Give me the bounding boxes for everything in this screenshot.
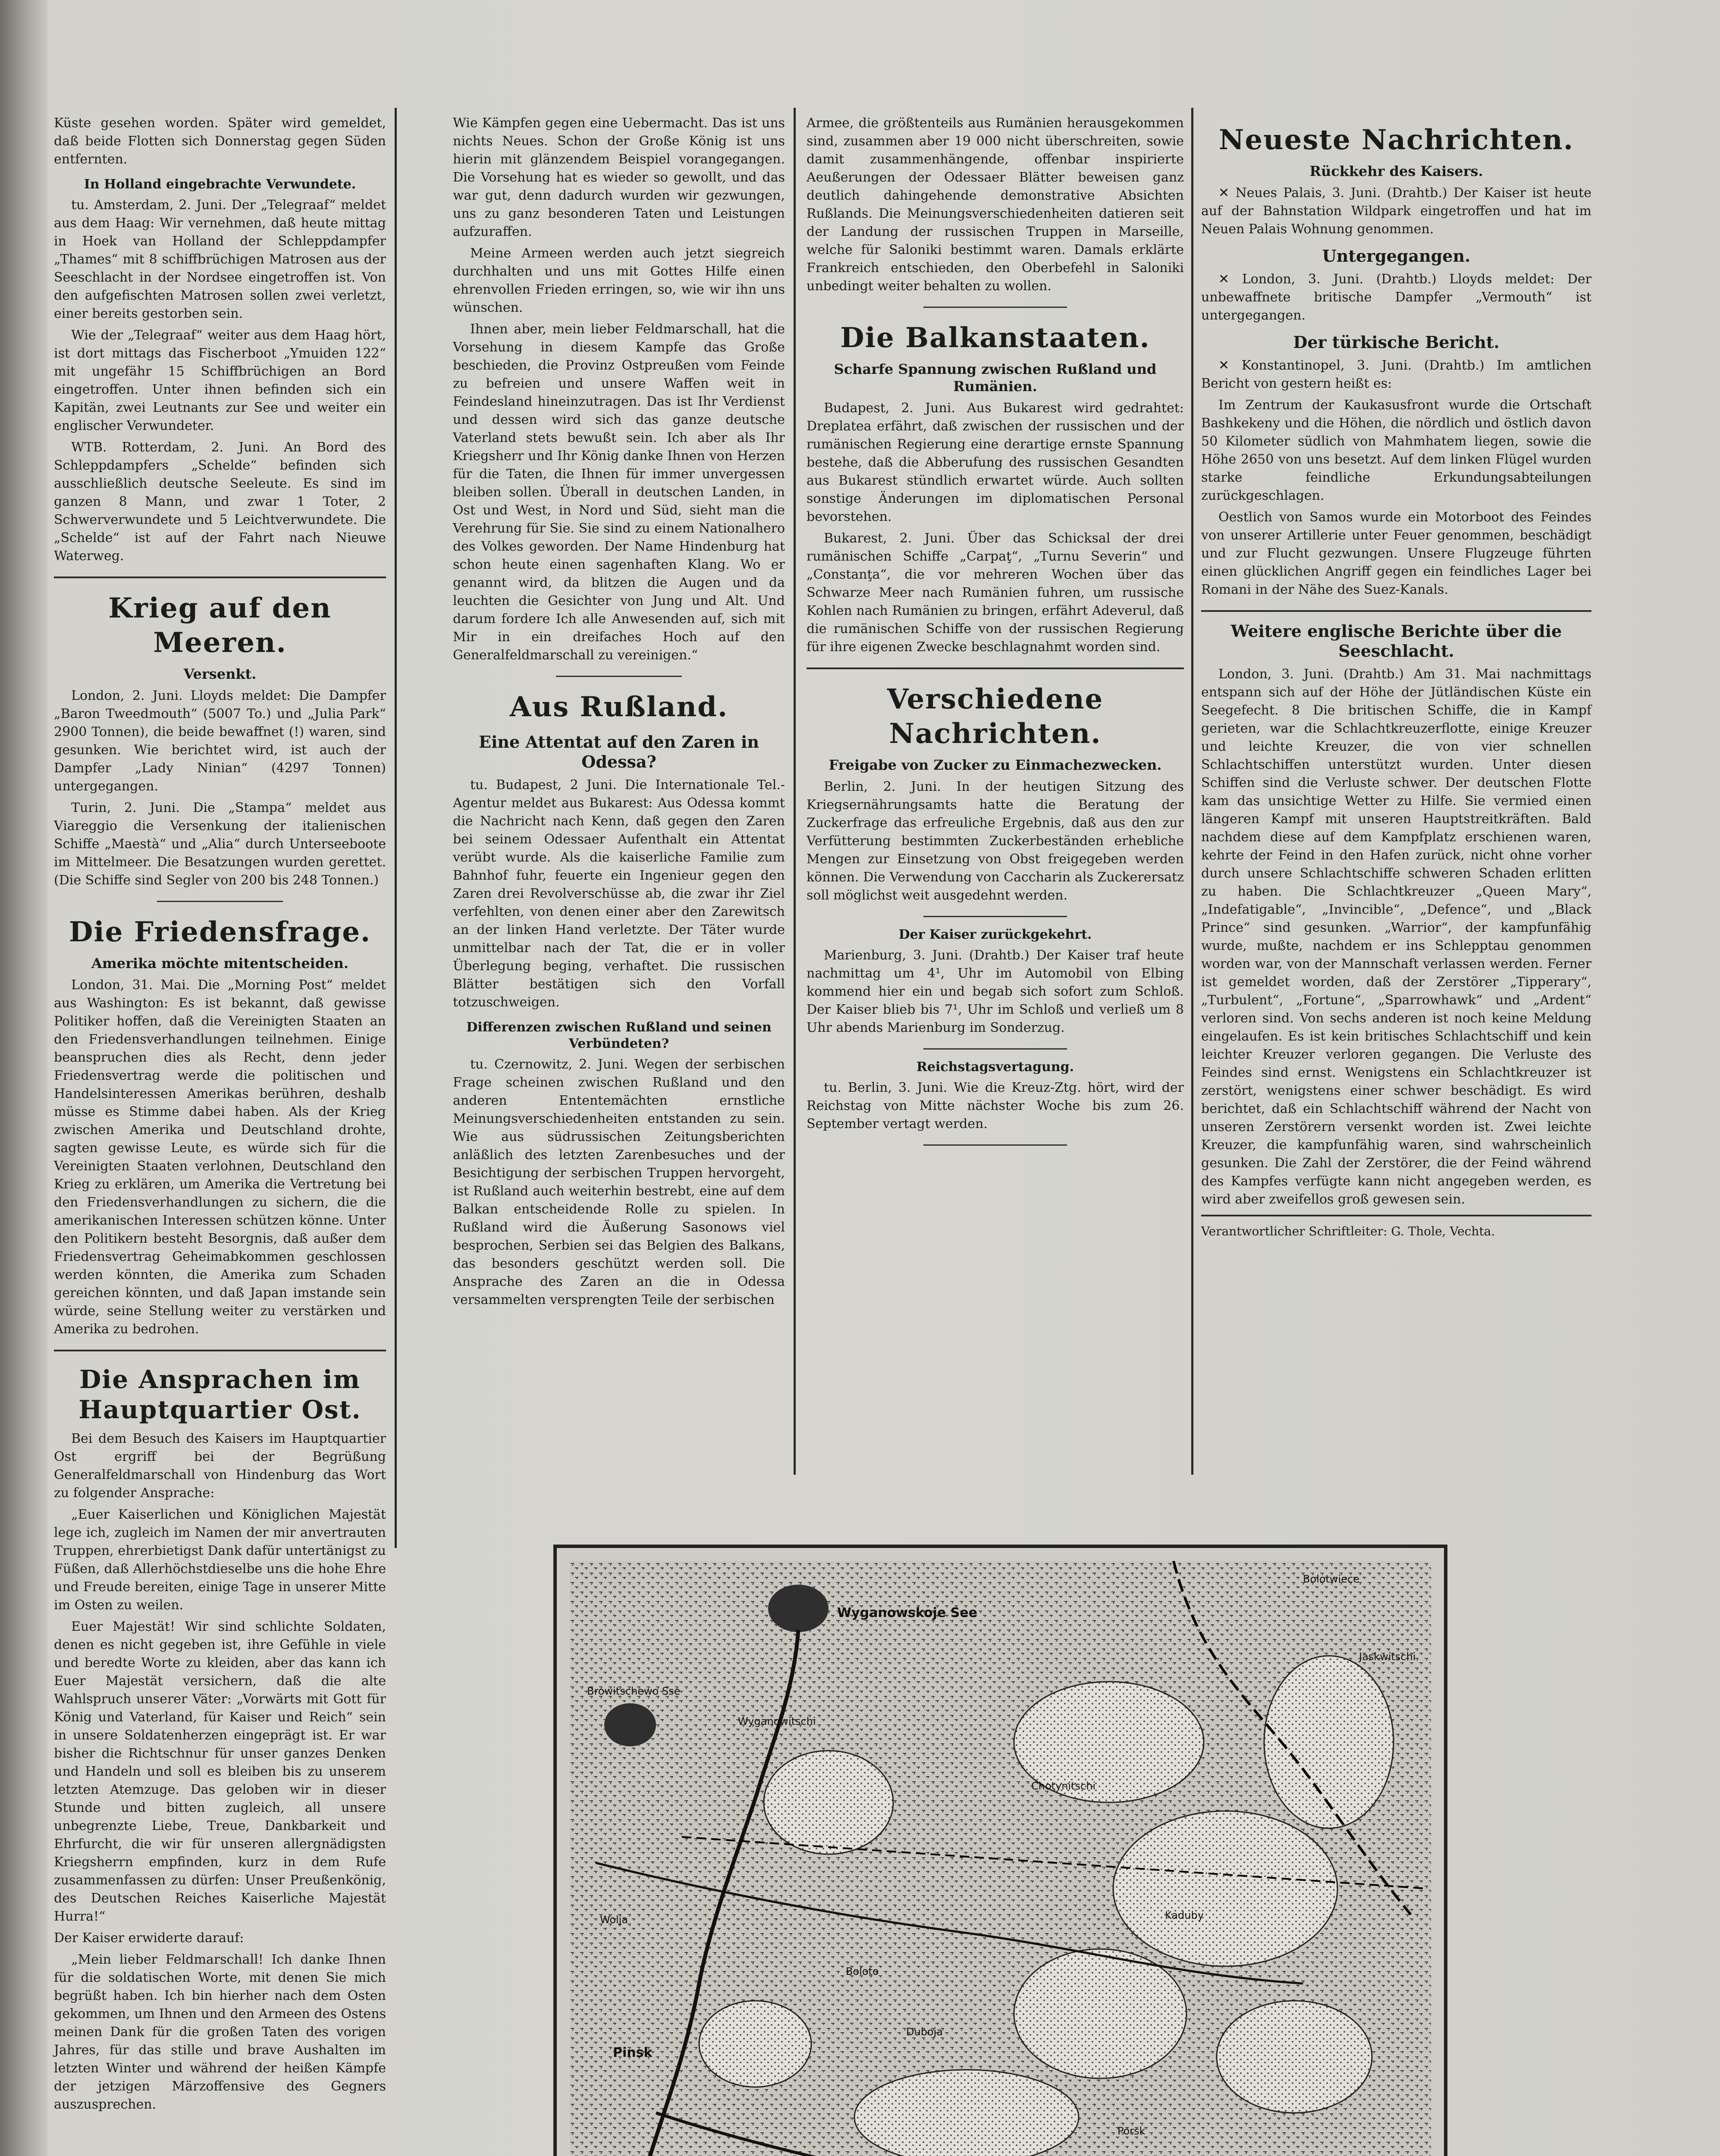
article-paragraph: Oestlich von Samos wurde ein Motorboot des Feindes von unserer Artillerie unter Feuer genommen, beschädigt und zur Flucht gezwungen. Unsere Flugzeuge führten einen glücklichen Angriff gegen ein feindliches Lager bei Romani in der Nähe des Suez-Kanals. <box>1201 510 1591 597</box>
article-paragraph: Ihnen aber, mein lieber Feldmarschall, hat die Vorsehung in diesem Kampfe das Große beschieden, die Provinz Ostpreußen vom Feinde zu befreien und unsere Waffen weit in Feindesland hineinzutragen. Das ist Ihr Verdienst und dessen wird sich das ganze deutsche Vaterland stets bewußt sein. Ich aber als Ihr Kriegsherr und Ihr König danke Ihnen von Herzen für die Taten, die Ihnen für immer unvergessen bleiben sollen. Überall in deutschen Landen, in Ost und West, in Nord und Süd, sieht man die Verehrung für Sie. Sie sind zu einem Nationalhero des Volkes geworden. Der Name Hindenburg hat schon heute einen sagenhaften Klang. Wo er genannt wird, da blitzen die Augen und da leuchten die Gesichter von Jung und Alt. Und darum fordere Ich alle Anwesenden auf, sich mit Mir in ein dreifaches Hoch auf den Generalfeldmarschall zu vereinigen.“ <box>453 322 785 663</box>
separator <box>923 1048 1067 1050</box>
article-paragraph: tu. Czernowitz, 2. Juni. Wegen der serbischen Frage scheinen zwischen Rußland und den anderen Ententemächten ernstliche Meinungsverschiedenheiten entstanden zu sein. Wie aus südrussischen Zeitungsberichten anläßlich des letzten Zarenbesuches und der Besichtigung der serbischen Truppen hervorgeht, ist Rußland auch weiterhin bestrebt, eine auf dem Balkan entscheidende Rolle zu spielen. In Rußland wird die Äußerung Sasonows viel besprochen, Serbien sei das Belgien des Balkans, das besonders geschützt werden soll. Die Ansprache des Zaren an die in Odessa versammelten versprengten Teile der serbischen <box>453 1057 785 1307</box>
article-paragraph: London, 3. Juni. (Drahtb.) Am 31. Mai nachmittags entspann sich auf der Höhe der Jütländischen Küste ein Seegefecht. 8 Die britischen Schiffe, die in Kampf gerieten, war die Schlachtkreuzerflotte, einige Kreuzer und leichte Kreuzer, die von vier schnellen Schlachtschiffen unterstützt wurden. Unter diesen Schiffen sind die Verluste schwer. Der deutschen Flotte kam das unsichtige Wetter zu Hilfe. Sie vermied einen längeren Kampf mit unseren Hauptstreitkräften. Bald nachdem diese auf dem Kampfplatz erschienen waren, kehrte der Feind in den Hafen zurück, nicht ohne vorher durch unsere Schlachtschiffe schweren Schaden erlitten zu haben. Die Schlachtkreuzer „Queen Mary“, „Indefatigable“, „Invincible“, „Defence“, und „Black Prince“ sind gesunken. „Warrior“, der kampfunfähig wurde, mußte, nachdem er ins Schlepptau genommen worden war, von der Mannschaft verlassen werden. Ferner ist gemeldet worden, daß der Zerstörer „Tipperary“, „Turbulent“, „Fortune“, „Sparrowhawk“ und „Ardent“ verloren sind. Von sechs anderen ist noch keine Meldung eingelaufen. Es ist kein britisches Schlachtschiff und kein leichter Kreuzer verloren gegangen. Die Verluste des Feindes sind ernst. Wenigstens ein Schlachtkreuzer ist zerstört, wenigstens einer schwer beschädigt. Es wird berichtet, daß ein Schlachtschiff während der Nacht von unseren Zerstörern versenkt worden ist. Zwei leichte Kreuzer, die kampfunfähig waren, sind wahrscheinlich gesunken. Die Zahl der Zerstörer, die der Feind während des Kampfes verfügte kann nicht angegeben werden, es wird aber zweifellos groß gewesen sein. <box>1201 667 1591 1207</box>
article-title: Die Friedensfrage. <box>69 916 371 948</box>
forest-area <box>764 1751 893 1854</box>
map-label: Wyganowskoje See <box>837 1605 978 1620</box>
page-binding-shadow <box>0 0 47 2156</box>
article-paragraph: Wie der „Telegraaf“ weiter aus dem Haag hört, ist dort mittags das Fischerboot „Ymuiden 122“ mit ungefähr 15 Schiffbrüchigen an Bord eingetroffen. Unter ihnen befinden sich ein Kapitän, zwei Leutnants zur See und weiter ein englischer Verwundeter. <box>54 328 386 433</box>
article-subtitle: Eine Attentat auf den Zaren in Odessa? <box>478 732 760 771</box>
forest-area <box>854 2070 1079 2156</box>
article-paragraph: tu. Amsterdam, 2. Juni. Der „Telegraaf“ meldet aus dem Haag: Wir vernehmen, daß heute mittag in Hoek van Holland der Schleppdampfer „Thames“ mit 8 schiffbrüchigen Matrosen aus der Seeschlacht in der Nordsee eingetroffen ist. Von den aufgefischten Matrosen sollen zwei verletzt, einer bereits gestorben sein. <box>54 197 386 321</box>
section-heading: Der türkische Bericht. <box>1293 332 1500 352</box>
article-title: Neueste Nachrichten. <box>1218 124 1574 156</box>
column-2 <box>453 114 785 1313</box>
lake <box>768 1585 829 1632</box>
article-subtitle: Amerika möchte mitentscheiden. <box>91 955 348 971</box>
map-label: Pinsk <box>613 2045 653 2060</box>
article-title: Verschiedene Nachrichten. <box>887 683 1104 750</box>
section-heading: Differenzen zwischen Rußland und seinen Verbündeten? <box>466 1020 772 1051</box>
article-subtitle: Scharfe Spannung zwischen Rußland und Rumänien. <box>834 361 1157 395</box>
separator <box>923 1144 1067 1146</box>
article-paragraph: Im Zentrum der Kaukasusfront wurde die Ortschaft Bashkekeny und die Höhen, die nördlich und östlich davon 50 Kilometer südlich von Mahmhatem liegen, sowie die Höhe 2650 von uns besetzt. Auf dem linken Flügel wurden starke feindliche Erkundungsabteilungen zurückgeschlagen. <box>1201 398 1591 503</box>
column-rule <box>395 108 397 1548</box>
article-paragraph: Armee, die größtenteils aus Rumänien herausgekommen sind, zusammen aber 19 000 nicht überschreiten, sowie damit zusammenhängende, offenbar inspirierte Aeußerungen der Odessaer Blätter beweisen ganz deutlich dahingehende demonstrative Absichten Rußlands. Die Meinungsverschiedenheiten datieren seit der Landung der russischen Truppen in Marseille, welche für Saloniki bestimmt waren. Damals erklärte Frankreich entschieden, den Oberbefehl in Saloniki unbedingt weiter behalten zu wollen. <box>807 116 1184 294</box>
section-rule <box>54 1350 386 1351</box>
map-figure <box>553 1545 1447 2156</box>
article-paragraph: „Euer Kaiserlichen und Königlichen Majestät lege ich, zugleich im Namen der mir anvertrauten Truppen, ehrerbietigst Dank dafür untertänigst zu Füßen, daß Allerhöchstdieselbe uns die hohe Ehre und Freude bereiten, einige Tage in unserer Mitte im Osten zu weilen. <box>54 1507 386 1613</box>
forest-area <box>699 2001 811 2087</box>
section-heading: Rückkehr des Kaisers. <box>1309 163 1483 179</box>
section-heading: Untergegangen. <box>1322 246 1471 266</box>
lake <box>604 1703 656 1746</box>
article-subtitle: Versenkt. <box>183 666 257 682</box>
map-label: Wyganowitschi <box>738 1715 816 1727</box>
section-rule <box>54 577 386 578</box>
article-paragraph: tu. Budapest, 2 Juni. Die Internationale Tel.-Agentur meldet aus Bukarest: Aus Odessa kommt die Nachricht nach Kenn, daß gegen den Zaren bei seinem Odessaer Aufenthalt ein Attentat verübt wurde. Als die kaiserliche Familie zum Bahnhof fuhr, feuerte ein Ingenieur gegen den Zaren drei Revolverschüsse ab, die zwar ihr Ziel verfehlten, von denen einer aber den Zarewitsch an der linken Hand verletzte. Der Täter wurde unmittelbar nach der Tat, die er in voller Überlegung beging, verhaftet. Die russischen Blätter bestätigen sich den Vorfall totzuschweigen. <box>453 777 785 1010</box>
section-heading: In Holland eingebrachte Verwundete. <box>84 177 356 192</box>
map-label: Duboja <box>906 2026 943 2038</box>
article-paragraph: London, 2. Juni. Lloyds meldet: Die Dampfer „Baron Tweedmouth“ (5007 To.) und „Julia Park“ 2900 Tonnen), die beide bewaffnet (!) waren, sind gesunken. Wie berichtet wird, ist auch der Dampfer „Lady Ninian“ (4297 Tonnen) untergegangen. <box>54 688 386 794</box>
map-label: Chotynitschi <box>1031 1780 1096 1792</box>
column-rule <box>794 108 796 1475</box>
article-paragraph: Bukarest, 2. Juni. Über das Schicksal der drei rumänischen Schiffe „Carpaţ“, „Turnu Severin“ und „Constanţa“, die vor mehreren Wochen über das Schwarze Meer nach Rumänien fuhren, um russische Kohlen nach Rumänien zu bringen, erfährt Adeverul, daß die rumänischen Schiffe von der russischen Regierung für ihre eigenen Zwecke beschlagnahmt worden sind. <box>807 531 1184 655</box>
article-paragraph: ✕ Konstantinopel, 3. Juni. (Drahtb.) Im amtlichen Bericht von gestern heißt es: <box>1201 358 1591 391</box>
section-rule <box>1201 610 1591 612</box>
article-paragraph: Bei dem Besuch des Kaisers im Hauptquartier Ost ergriff bei der Begrüßung Generalfeldmarschall von Hindenburg das Wort zu folgender Ansprache: <box>54 1431 386 1501</box>
article-paragraph: London, 31. Mai. Die „Morning Post“ meldet aus Washington: Es ist bekannt, daß gewisse Politiker hoffen, daß die Vereinigten Staaten an den Friedensverhandlungen teilnehmen. Einige beanspruchen dies als Recht, denn jeder Friedensvertrag werde die politischen und Handelsinteressen Amerikas berühren, deshalb müsse es Stimme dabei haben. Als der Krieg zwischen Amerika und Deutschland drohte, sagten gewisse Leute, es würde sich für die Vereinigten Staaten verlohnen, Deutschland den Krieg zu erklären, um Amerika die Vertretung bei den Friedensverhandlungen zu sichern, die die amerikanischen Interessen schützen könne. Unter den Politikern besteht Besorgnis, daß außer dem Friedensvertrag Geheimabkommen geschlossen werden könnten, die Amerika zum Schaden gereichen könnten, und daß Japan imstande sein würde, seine Stellung weiter zu verstärken und Amerika zu bedrohen. <box>54 978 386 1337</box>
article-paragraph: Marienburg, 3. Juni. (Drahtb.) Der Kaiser traf heute nachmittag um 4¹, Uhr im Automobil von Elbing kommend hier ein und begab sich sofort zum Schloß. Der Kaiser blieb bis 7¹, Uhr im Schloß und verließ um 8 Uhr abends Marienburg im Sonderzug. <box>807 948 1184 1035</box>
article-title: Die Balkanstaaten. <box>840 322 1150 354</box>
separator <box>923 916 1067 917</box>
separator <box>923 307 1067 308</box>
article-subtitle: Freigabe von Zucker zu Einmachezwecken. <box>829 757 1162 773</box>
section-rule <box>807 667 1184 669</box>
article-paragraph: Turin, 2. Juni. Die „Stampa“ meldet aus Viareggio die Versenkung der italienischen Schiffe „Maestà“ und „Alia“ durch Unterseeboote im Mittelmeer. Die Besatzungen wurden gerettet. (Die Schiffe sind Segler von 200 bis 248 Tonnen.) <box>54 800 386 888</box>
column-3 <box>807 114 1184 1155</box>
section-rule <box>1201 1215 1591 1216</box>
article-paragraph: Berlin, 2. Juni. In der heutigen Sitzung des Kriegsernährungsamts hatte die Beratung der Zuckerfrage das erfreuliche Ergebnis, daß aus den zur Verfütterung bestimmten Zuckerbeständen erhebliche Mengen zur Einsetzung von Obst freigegeben werden können. Die Verwendung von Caccharin als Zuckerersatz soll möglichst weit ausgedehnt werden. <box>807 779 1184 903</box>
article-paragraph: Küste gesehen worden. Später wird gemeldet, daß beide Flotten sich Donnerstag gegen Süden entfernten. <box>54 116 386 167</box>
column-1 <box>54 114 386 2117</box>
editor-byline: Verantwortlicher Schriftleiter: G. Thole, Vechta. <box>1201 1224 1495 1238</box>
section-heading: Weitere englische Berichte über die Seeschlacht. <box>1230 621 1562 661</box>
section-heading: Der Kaiser zurückgekehrt. <box>898 927 1092 942</box>
forest-area <box>1113 1811 1337 1966</box>
map-label: Kaduby <box>1165 1909 1204 1921</box>
article-title: Aus Rußland. <box>509 691 728 723</box>
map-label: Porsk <box>1117 2125 1146 2137</box>
article-paragraph: Meine Armeen werden auch jetzt siegreich durchhalten und uns mit Gottes Hilfe einen ehrenvollen Frieden erringen, so, wie wir ihn uns wünschen. <box>453 246 785 315</box>
article-title: Krieg auf den Meeren. <box>108 592 332 659</box>
article-paragraph: ✕ London, 3. Juni. (Drahtb.) Lloyds meldet: Der unbewaffnete britische Dampfer „Vermouth“ ist untergegangen. <box>1201 272 1591 323</box>
forest-area <box>1217 2001 1372 2113</box>
section-heading: Reichstagsvertagung. <box>916 1059 1074 1075</box>
separator <box>556 676 682 677</box>
column-rule <box>1191 108 1193 1475</box>
article-paragraph: Der Kaiser erwiderte darauf: <box>54 1930 244 1946</box>
article-paragraph: tu. Berlin, 3. Juni. Wie die Kreuz-Ztg. hört, wird der Reichstag von Mitte nächster Woche bis zum 26. September vertagt werden. <box>807 1080 1184 1131</box>
forest-area <box>1014 1949 1186 2078</box>
map-label: Browitschewo Sse <box>587 1685 681 1697</box>
article-title: Die Ansprachen im Hauptquartier Ost. <box>78 1365 361 1424</box>
column-4 <box>1201 114 1591 1240</box>
article-paragraph: ✕ Neues Palais, 3. Juni. (Drahtb.) Der Kaiser ist heute auf der Bahnstation Wildpark eingetroffen und hat im Neuen Palais Wohnung genommen. <box>1201 185 1591 237</box>
article-paragraph: Euer Majestät! Wir sind schlichte Soldaten, denen es nicht gegeben ist, ihre Gefühle in viele und beredte Worte zu kleiden, aber das kann ich Euer Majestät versichern, daß die alte Wahlspruch unserer Väter: „Vorwärts mit Gott für König und Vaterland, für Kaiser und Reich“ sein in unsere Soldatenherzen eingeprägt ist. Er war bisher die Richtschnur für unser ganzes Denken und Handeln und soll es bleiben bis zu unserem letzten Atemzuge. Das geloben wir in dieser Stunde und bitten zugleich, all unsere unbegrenzte Liebe, Treue, Dankbarkeit und Ehrfurcht, die wir für unseren allergnädigsten Kriegsherrn empfinden, kurz in dem Rufe zusammenfassen zu dürfen: Unser Preußenkönig, des Deutschen Reiches Kaiserliche Majestät Hurra!“ <box>54 1619 386 1924</box>
map-label: Boloto <box>846 1965 879 1977</box>
separator <box>157 901 283 902</box>
article-paragraph: „Mein lieber Feldmarschall! Ich danke Ihnen für die soldatischen Worte, mit denen Sie mich begrüßt haben. Ich bin hierher nach dem Osten gekommen, um Ihnen und den Armeen des Ostens meinen Dank für die großen Taten des vorigen Jahres, für das stille und brave Aushalten im letzten Winter und während der heißen Kämpfe der jetzigen Märzoffensive des Gegners auszusprechen. <box>54 1952 386 2112</box>
article-paragraph: WTB. Rotterdam, 2. Juni. An Bord des Schleppdampfers „Schelde“ befinden sich ausschließlich deutsche Seeleute. Es sind im ganzen 8 Mann, und zwar 1 Toter, 2 Schwerverwundete und 5 Leichtverwundete. Die „Schelde“ ist auf der Fahrt nach Nieuwe Waterweg. <box>54 440 386 564</box>
map-illustration <box>570 1561 1431 2156</box>
map-label: Bolotwiece <box>1303 1573 1359 1585</box>
map-label: Jaskwitschi <box>1359 1651 1416 1663</box>
article-paragraph: Wie Kämpfen gegen eine Uebermacht. Das ist uns nichts Neues. Schon der Große König ist uns hierin mit glänzendem Beispiel vorangegangen. Die Vorsehung hat es wieder so gewollt, und das war gut, denn dadurch wurden wir gezwungen, uns zu ganz besonderen Taten und Leistungen aufzuraffen. <box>453 116 785 239</box>
map-label: Wolja <box>600 1914 628 1926</box>
article-paragraph: Budapest, 2. Juni. Aus Bukarest wird gedrahtet: Dreplatea erfährt, daß zwischen der russischen und der rumänischen Regierung eine derartige ernste Spannung bestehe, daß die Abberufung des russischen Gesandten aus Bukarest stündlich erwartet würde. Auch sollten sonstige Änderungen im diplomatischen Personal bevorstehen. <box>807 401 1184 524</box>
